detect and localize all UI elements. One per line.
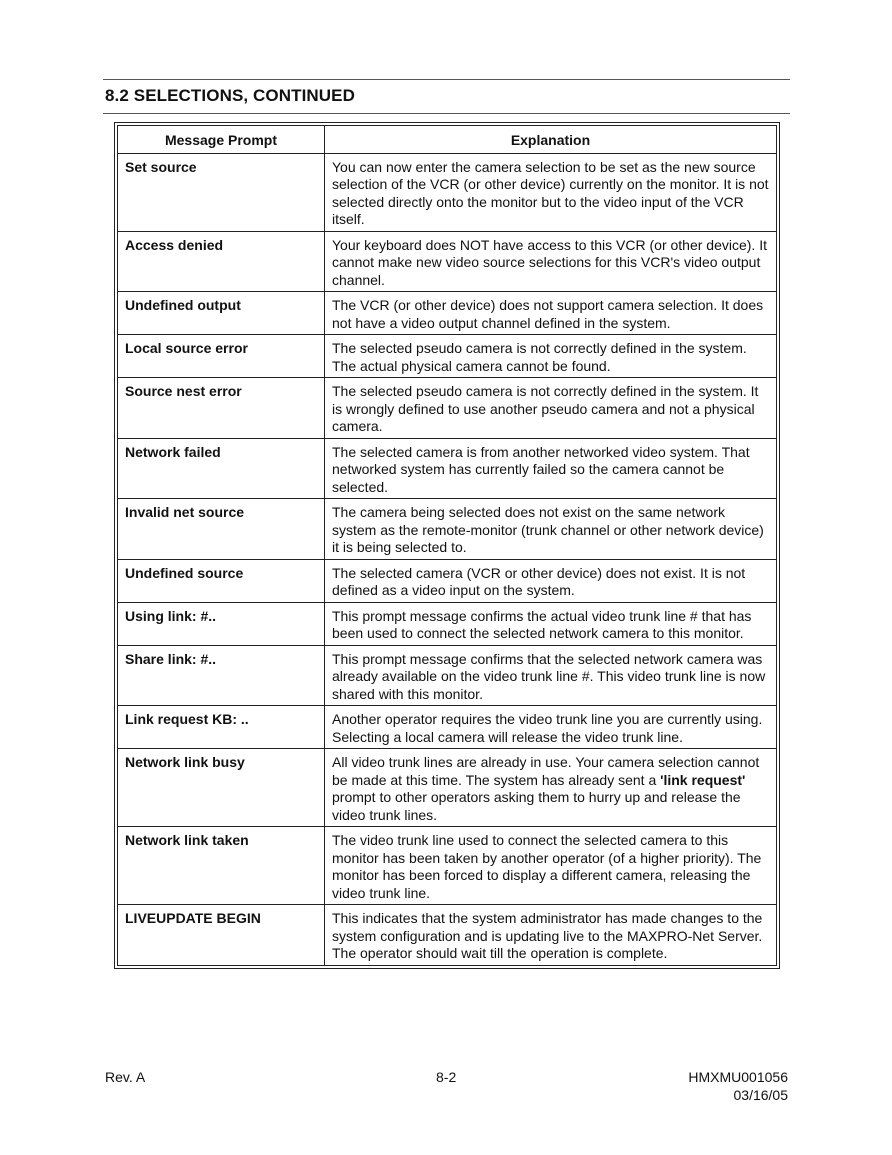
- table-row: [118, 378, 777, 439]
- message-prompt-cell: Local source error: [118, 335, 325, 378]
- message-prompt-cell: Share link: #..: [118, 645, 325, 706]
- explanation-text: prompt to other operators asking them to hurry up and release the video trunk lines.: [332, 789, 741, 823]
- explanation-cell: [325, 438, 777, 499]
- section-title: 8.2 SELECTIONS, CONTINUED: [105, 86, 355, 105]
- message-prompt-cell: Using link: #..: [118, 602, 325, 645]
- table-row: [118, 499, 777, 560]
- table-row: [118, 153, 777, 231]
- message-prompt-cell: Undefined source: [118, 559, 325, 602]
- message-prompt-cell: Network link taken: [118, 827, 325, 905]
- table-header-row: [118, 126, 777, 154]
- explanation-cell: [325, 292, 777, 335]
- message-prompt-cell: Network failed: [118, 438, 325, 499]
- table-body: [118, 153, 777, 965]
- explanation-cell: [325, 749, 777, 827]
- header-bottom-rule: [103, 113, 790, 114]
- table-row: [118, 905, 777, 966]
- explanation-text: The camera being selected does not exist on the same network system as the remote-monitor (trunk channel or other network device) it is being selected to.: [332, 504, 764, 555]
- explanation-text: The selected pseudo camera is not correctly defined in the system. It is wrongly defined to use another pseudo camera and not a physical camera.: [332, 383, 759, 434]
- explanation-cell: [325, 827, 777, 905]
- table-row: [118, 645, 777, 706]
- selections-table: [117, 125, 777, 966]
- message-prompt-cell: Set source: [118, 153, 325, 231]
- message-prompt-cell: Access denied: [118, 231, 325, 292]
- explanation-bold-text: 'link request': [660, 771, 746, 788]
- explanation-cell: [325, 231, 777, 292]
- explanation-cell: [325, 706, 777, 749]
- column-header-explanation: Explanation: [325, 126, 777, 154]
- footer-revision: Rev. A: [105, 1069, 146, 1085]
- explanation-cell: [325, 559, 777, 602]
- explanation-text: You can now enter the camera selection to be set as the new source selection of the VCR (or other device) currently on the monitor. It is not selected directly onto the monitor but to the video input of the VCR itself.: [332, 158, 769, 227]
- explanation-text: Another operator requires the video trunk line you are currently using. Selecting a local camera will release the video trunk line.: [332, 711, 763, 745]
- explanation-text: All video trunk lines are already in use. Your camera selection cannot be made at this time. The system has already sent a: [332, 754, 760, 788]
- explanation-text: The video trunk line used to connect the selected camera to this monitor has been taken by another operator (of a higher priority). The monitor has been forced to display a different camera, releasing the video trunk line.: [332, 832, 762, 901]
- explanation-text: This prompt message confirms the actual video trunk line # that has been used to connect the selected network camera to this monitor.: [332, 607, 752, 641]
- footer-date: 03/16/05: [733, 1087, 788, 1103]
- explanation-cell: [325, 645, 777, 706]
- message-prompt-cell: Source nest error: [118, 378, 325, 439]
- explanation-cell: [325, 153, 777, 231]
- explanation-cell: [325, 905, 777, 966]
- explanation-text: The VCR (or other device) does not support camera selection. It does not have a video output channel defined in the system.: [332, 297, 764, 331]
- explanation-text: This indicates that the system administrator has made changes to the system configuration and is updating live to the MAXPRO-Net Server. The operator should wait till the operation is complete.: [332, 910, 763, 961]
- message-prompt-cell: Undefined output: [118, 292, 325, 335]
- table-row: [118, 231, 777, 292]
- explanation-text: This prompt message confirms that the selected network camera was already available on the video trunk line #. This video trunk line is now shared with this monitor.: [332, 650, 766, 702]
- message-prompt-cell: Network link busy: [118, 749, 325, 827]
- table-row: [118, 706, 777, 749]
- footer-document-id: HMXMU001056: [688, 1069, 788, 1085]
- explanation-cell: [325, 335, 777, 378]
- table-row: [118, 827, 777, 905]
- explanation-text: Your keyboard does NOT have access to this VCR (or other device). It cannot make new video source selections for this VCR's video output channel.: [332, 236, 767, 288]
- table-row: [118, 749, 777, 827]
- table-row: [118, 559, 777, 602]
- explanation-text: The selected pseudo camera is not correctly defined in the system. The actual physical camera cannot be found.: [332, 340, 747, 374]
- header-top-rule: [103, 79, 790, 80]
- explanation-cell: [325, 378, 777, 439]
- table-row: [118, 438, 777, 499]
- explanation-text: The selected camera (VCR or other device) does not exist. It is not defined as a video input on the system.: [332, 564, 746, 598]
- message-prompt-cell: Link request KB: ..: [118, 706, 325, 749]
- table-row: [118, 335, 777, 378]
- message-prompt-cell: Invalid net source: [118, 499, 325, 560]
- message-prompt-cell: LIVEUPDATE BEGIN: [118, 905, 325, 966]
- table-row: [118, 292, 777, 335]
- selections-table-frame: [114, 122, 780, 969]
- column-header-message-prompt: Message Prompt: [118, 126, 325, 154]
- explanation-text: The selected camera is from another networked video system. That networked system has currently failed so the camera cannot be selected.: [332, 443, 750, 495]
- table-row: [118, 602, 777, 645]
- explanation-cell: [325, 499, 777, 560]
- footer-page-number: 8-2: [436, 1069, 457, 1085]
- explanation-cell: [325, 602, 777, 645]
